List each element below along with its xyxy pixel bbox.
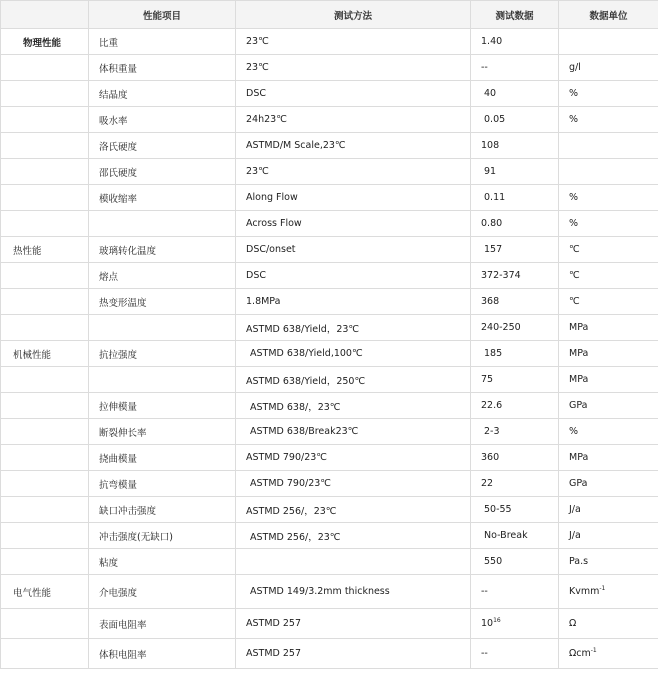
property-cell — [89, 367, 236, 393]
category-cell: 电气性能 — [1, 575, 89, 609]
method-cell: Along Flow — [236, 185, 471, 211]
unit-text: Ωcm — [569, 648, 591, 659]
unit-cell — [559, 575, 658, 609]
category-cell — [1, 185, 89, 211]
unit-cell — [559, 639, 658, 669]
table-row — [1, 341, 658, 367]
category-cell — [1, 315, 89, 341]
table-row — [1, 29, 658, 55]
unit-cell: GPa — [559, 393, 658, 419]
category-cell — [1, 211, 89, 237]
table-row — [1, 549, 658, 575]
table-row — [1, 445, 658, 471]
property-cell: 冲击强度(无缺口) — [89, 523, 236, 549]
unit-cell — [559, 29, 658, 55]
method-text: ASTMD 257 — [246, 618, 301, 629]
property-cell: 比重 — [89, 29, 236, 55]
method-cell: 1.8MPa — [236, 289, 471, 315]
property-cell: 吸水率 — [89, 107, 236, 133]
value-cell: 550 — [471, 549, 559, 575]
method-cell: ASTMD 790/23℃ — [236, 445, 471, 471]
category-cell — [1, 55, 89, 81]
property-cell: 洛氏硬度 — [89, 133, 236, 159]
category-cell — [1, 419, 89, 445]
property-cell: 体积重量 — [89, 55, 236, 81]
method-cell: ASTMD 256/，23℃ — [236, 523, 471, 549]
unit-cell: % — [559, 81, 658, 107]
property-cell — [89, 211, 236, 237]
unit-cell: J/a — [559, 523, 658, 549]
header-row — [1, 1, 658, 29]
header-category — [1, 1, 89, 29]
header-method: 测试方法 — [236, 1, 471, 29]
method-cell: ASTMD 257 — [236, 639, 471, 669]
method-cell — [236, 609, 471, 639]
value-cell: 360 — [471, 445, 559, 471]
category-cell — [1, 523, 89, 549]
value-cell: 240-250 — [471, 315, 559, 341]
unit-cell — [559, 133, 658, 159]
category-cell — [1, 107, 89, 133]
value-cell: 40 — [471, 81, 559, 107]
category-cell — [1, 393, 89, 419]
method-cell: ASTMD 790/23℃ — [236, 471, 471, 497]
method-cell: ASTMD 149/3.2mm thickness — [236, 575, 471, 609]
method-cell: ASTMD/M Scale,23℃ — [236, 133, 471, 159]
category-cell — [1, 289, 89, 315]
unit-cell: Pa.s — [559, 549, 658, 575]
value-cell: 372-374 — [471, 263, 559, 289]
value-cell: 368 — [471, 289, 559, 315]
category-cell — [1, 81, 89, 107]
unit-cell: MPa — [559, 445, 658, 471]
table-row — [1, 419, 658, 445]
property-cell: 结晶度 — [89, 81, 236, 107]
property-cell: 抗弯模量 — [89, 471, 236, 497]
table-row — [1, 471, 658, 497]
method-cell: DSC/onset — [236, 237, 471, 263]
header-unit: 数据单位 — [559, 1, 658, 29]
category-cell — [1, 497, 89, 523]
value-cell: 50-55 — [471, 497, 559, 523]
value-cell: 108 — [471, 133, 559, 159]
table-row — [1, 211, 658, 237]
table-row — [1, 315, 658, 341]
value-cell: 2-3 — [471, 419, 559, 445]
unit-cell: ℃ — [559, 263, 658, 289]
value-cell: 22.6 — [471, 393, 559, 419]
property-cell: 断裂伸长率 — [89, 419, 236, 445]
unit-cell — [559, 159, 658, 185]
category-cell — [1, 609, 89, 639]
value-superscript: 16 — [493, 616, 501, 624]
property-cell: 熔点 — [89, 263, 236, 289]
value-cell: 75 — [471, 367, 559, 393]
method-cell: 23℃ — [236, 29, 471, 55]
value-cell: 0.80 — [471, 211, 559, 237]
property-cell: 表面电阻率 — [89, 609, 236, 639]
method-cell: ASTMD 638/Yield，250℃ — [236, 367, 471, 393]
table-row — [1, 639, 658, 669]
value-cell: -- — [471, 575, 559, 609]
category-cell — [1, 445, 89, 471]
unit-cell: J/a — [559, 497, 658, 523]
table-row — [1, 367, 658, 393]
unit-cell: % — [559, 107, 658, 133]
method-cell: DSC — [236, 263, 471, 289]
table-row — [1, 523, 658, 549]
category-cell — [1, 133, 89, 159]
table-row — [1, 263, 658, 289]
property-cell: 邵氏硬度 — [89, 159, 236, 185]
unit-cell: ℃ — [559, 237, 658, 263]
unit-cell: MPa — [559, 315, 658, 341]
method-cell — [236, 549, 471, 575]
table-row — [1, 81, 658, 107]
unit-cell: % — [559, 419, 658, 445]
method-cell: Across Flow — [236, 211, 471, 237]
unit-cell: ℃ — [559, 289, 658, 315]
table-row — [1, 185, 658, 211]
category-cell — [1, 471, 89, 497]
value-cell: 0.11 — [471, 185, 559, 211]
value-text: 10 — [481, 618, 494, 629]
category-cell: 物理性能 — [1, 29, 89, 55]
method-cell: 23℃ — [236, 55, 471, 81]
method-cell: ASTMD 638/，23℃ — [236, 393, 471, 419]
method-cell: ASTMD 638/Break23℃ — [236, 419, 471, 445]
unit-cell: GPa — [559, 471, 658, 497]
method-cell: ASTMD 638/Yield,100℃ — [236, 341, 471, 367]
property-cell: 介电强度 — [89, 575, 236, 609]
category-cell — [1, 549, 89, 575]
value-cell: 157 — [471, 237, 559, 263]
category-cell — [1, 639, 89, 669]
value-cell: 1.40 — [471, 29, 559, 55]
property-cell: 缺口冲击强度 — [89, 497, 236, 523]
property-cell: 抗拉强度 — [89, 341, 236, 367]
unit-superscript: -1 — [590, 646, 597, 654]
category-cell — [1, 159, 89, 185]
value-cell: 91 — [471, 159, 559, 185]
property-cell: 模收缩率 — [89, 185, 236, 211]
table-row — [1, 237, 658, 263]
method-cell: 24h23℃ — [236, 107, 471, 133]
method-cell: ASTMD 638/Yield，23℃ — [236, 315, 471, 341]
unit-cell: % — [559, 211, 658, 237]
table-row — [1, 393, 658, 419]
method-cell: DSC — [236, 81, 471, 107]
property-cell: 挠曲模量 — [89, 445, 236, 471]
table-row — [1, 133, 658, 159]
value-cell — [471, 609, 559, 639]
method-cell: 23℃ — [236, 159, 471, 185]
value-cell: 185 — [471, 341, 559, 367]
value-cell: -- — [471, 639, 559, 669]
unit-cell: % — [559, 185, 658, 211]
property-cell — [89, 315, 236, 341]
table-row — [1, 107, 658, 133]
unit-text: Kvmm — [569, 586, 600, 597]
property-cell: 体积电阻率 — [89, 639, 236, 669]
category-cell: 热性能 — [1, 237, 89, 263]
value-cell: No-Break — [471, 523, 559, 549]
header-value: 测试数据 — [471, 1, 559, 29]
value-cell: 22 — [471, 471, 559, 497]
value-cell: 0.05 — [471, 107, 559, 133]
unit-cell: Ω — [559, 609, 658, 639]
table-row — [1, 159, 658, 185]
property-cell: 拉伸模量 — [89, 393, 236, 419]
unit-cell: MPa — [559, 367, 658, 393]
property-cell: 热变形温度 — [89, 289, 236, 315]
table-row — [1, 289, 658, 315]
header-property: 性能项目 — [89, 1, 236, 29]
category-cell — [1, 263, 89, 289]
unit-cell: MPa — [559, 341, 658, 367]
table-row — [1, 497, 658, 523]
category-cell — [1, 367, 89, 393]
unit-cell: g/l — [559, 55, 658, 81]
value-cell: -- — [471, 55, 559, 81]
unit-superscript: -1 — [599, 584, 606, 592]
method-cell: ASTMD 256/，23℃ — [236, 497, 471, 523]
property-cell: 玻璃转化温度 — [89, 237, 236, 263]
table-row — [1, 575, 658, 609]
table-row — [1, 55, 658, 81]
table-row — [1, 609, 658, 639]
property-cell: 粘度 — [89, 549, 236, 575]
category-cell: 机械性能 — [1, 341, 89, 367]
